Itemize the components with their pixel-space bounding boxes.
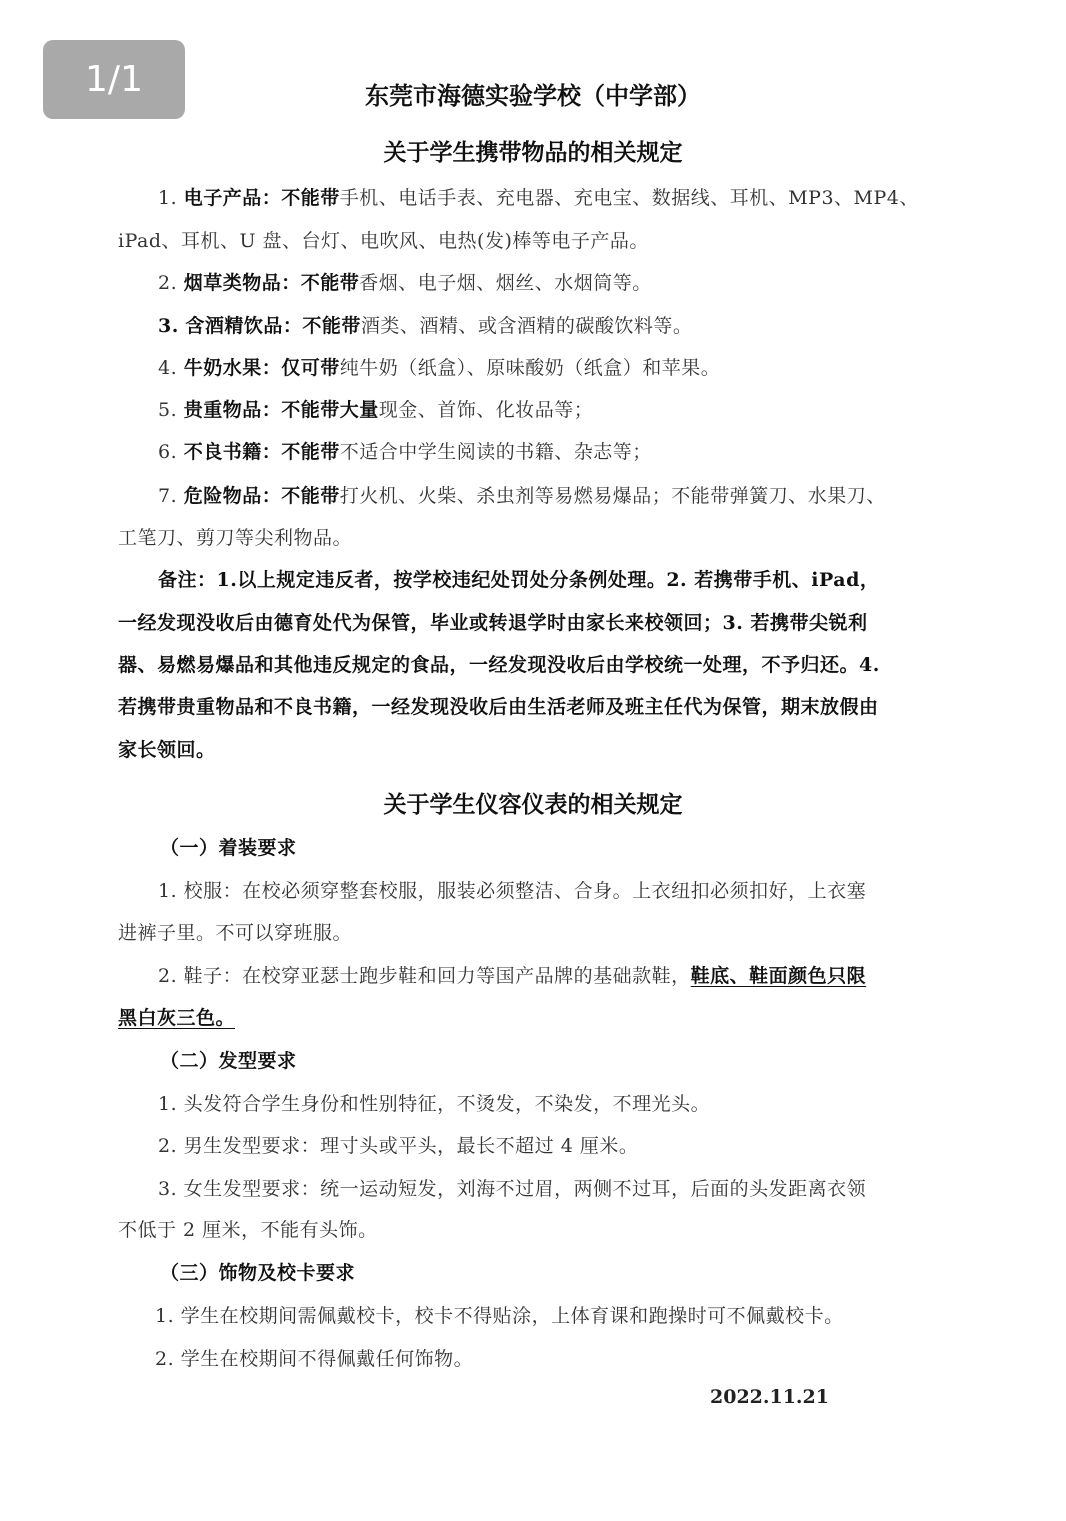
item6-num: 6. [158, 441, 178, 463]
item7-line1 [158, 484, 886, 508]
item5-label: 贵重物品： [183, 399, 282, 421]
item4-num: 4. [158, 357, 178, 379]
accessories-item2: 2. 学生在校期间不得佩戴任何饰物。 [155, 1348, 474, 1370]
hair-heading: （二）发型要求 [160, 1050, 297, 1072]
item1-rule: 不能带 [281, 187, 340, 209]
item7-line2 [118, 526, 352, 550]
hair-item1: 1. 头发符合学生身份和性别特征，不烫发，不染发，不理光头。 [158, 1093, 711, 1115]
item1-label: 电子产品： [183, 187, 282, 209]
item2-label: 烟草类物品： [183, 272, 301, 294]
item6-rule: 不能带 [281, 441, 340, 463]
page-indicator: 1/1 [43, 40, 185, 119]
dress-item2-line2 [118, 1006, 235, 1030]
item4-line [158, 356, 720, 380]
section2-title: 关于学生仪容仪表的相关规定 [383, 792, 683, 818]
item3-rule: 不能带 [302, 315, 361, 337]
item2-num: 2. [158, 272, 178, 294]
item7-label: 危险物品： [183, 485, 282, 507]
item6-line [158, 440, 652, 464]
dress-item2-underlined-2: 黑白灰三色。 [118, 1007, 236, 1029]
dress-item2-text: 2. 鞋子：在校穿亚瑟士跑步鞋和回力等国产品牌的基础款鞋， [158, 965, 691, 987]
section1-title: 关于学生携带物品的相关规定 [383, 140, 683, 166]
item4-label: 牛奶水果： [183, 357, 282, 379]
school-title: 东莞市海德实验学校（中学部） [365, 82, 701, 110]
item3-text: 酒类、酒精、或含酒精的碳酸饮料等。 [360, 315, 693, 337]
item7-rule: 不能带 [281, 485, 340, 507]
item4-rule: 仅可带 [281, 357, 340, 379]
item3-num: 3. [158, 315, 179, 337]
dress-heading: （一）着装要求 [160, 837, 297, 859]
item2-rule: 不能带 [300, 272, 360, 294]
accessories-item1: 1. 学生在校期间需佩戴校卡，校卡不得贴涂，上体育课和跑操时可不佩戴校卡。 [155, 1305, 844, 1327]
item5-text: 现金、首饰、化妆品等； [378, 399, 594, 421]
item6-label: 不良书籍： [183, 441, 282, 463]
dress-item1-line1: 1. 校服：在校必须穿整套校服，服装必须整洁、合身。上衣纽扣必须扣好，上衣塞 [158, 880, 867, 902]
item5-rule: 不能带大量 [281, 399, 379, 421]
item6-text: 不适合中学生阅读的书籍、杂志等； [339, 441, 652, 463]
item1-line2 [118, 229, 649, 253]
item3-line [158, 314, 692, 338]
note-line-1: 备注：1.以上规定违反者，按学校违纪处罚处分条例处理。2. 若携带手机、iPad， [158, 569, 880, 591]
item5-num: 5. [158, 399, 178, 421]
hair-item2: 2. 男生发型要求：理寸头或平头，最长不超过 4 厘米。 [158, 1135, 639, 1157]
item1-num: 1. [158, 187, 178, 209]
hair-item3-line1: 3. 女生发型要求：统一运动短发，刘海不过眉，两侧不过耳，后面的头发距离衣领 [158, 1178, 867, 1200]
dress-item1-line2: 进裤子里。不可以穿班服。 [118, 922, 353, 944]
item7-text-b: 工笔刀、剪刀等尖利物品。 [118, 527, 353, 549]
dress-item2-underlined: 鞋底、鞋面颜色只限 [690, 965, 867, 987]
note-line-4: 若携带贵重物品和不良书籍，一经发现没收后由生活老师及班主任代为保管，期末放假由 [118, 696, 879, 718]
note-line-2: 一经发现没收后由德育处代为保管，毕业或转退学时由家长来校领回；3. 若携带尖锐利 [118, 612, 868, 634]
note-line-3: 器、易燃易爆品和其他违反规定的食品，一经发现没收后由学校统一处理，不予归还。4. [118, 654, 880, 676]
item1-text-b: iPad、耳机、U 盘、台灯、电吹风、电热(发)棒等电子产品。 [118, 230, 649, 252]
item2-text: 香烟、电子烟、烟丝、水烟筒等。 [359, 272, 652, 294]
hair-item3-line2: 不低于 2 厘米，不能有头饰。 [118, 1219, 378, 1241]
document-date: 2022.11.21 [710, 1386, 829, 1408]
item1-line1 [158, 186, 919, 210]
item1-text-a: 手机、电话手表、充电器、充电宝、数据线、耳机、MP3、MP4、 [339, 187, 919, 209]
item7-num: 7. [158, 485, 178, 507]
item5-line [158, 398, 593, 422]
item4-text: 纯牛奶（纸盒）、原味酸奶（纸盒）和苹果。 [339, 357, 721, 379]
dress-item2-line1 [158, 964, 866, 988]
accessories-heading: （三）饰物及校卡要求 [160, 1262, 356, 1284]
item3-label: 含酒精饮品： [185, 315, 303, 337]
item2-line [158, 271, 652, 295]
note-line-5: 家长领回。 [118, 739, 216, 761]
item7-text-a: 打火机、火柴、杀虫剂等易燃易爆品；不能带弹簧刀、水果刀、 [339, 485, 886, 507]
